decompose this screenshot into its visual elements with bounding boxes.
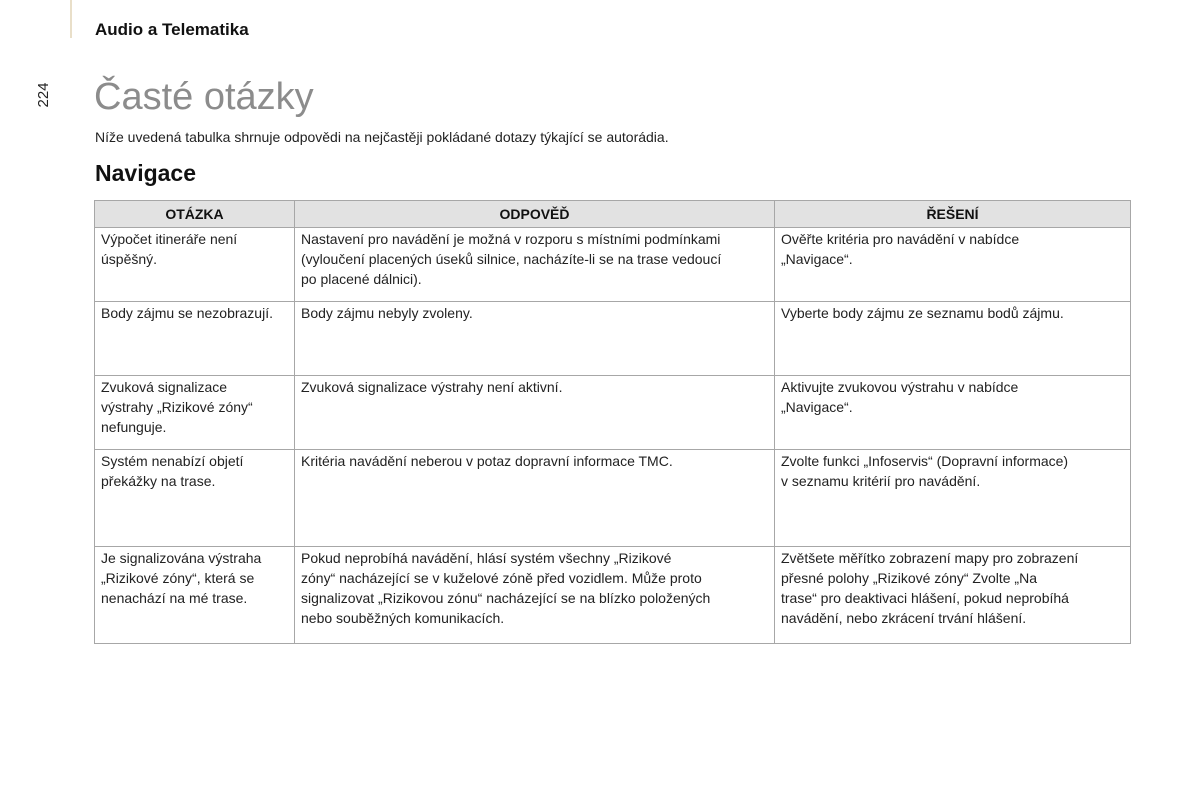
question-cell [95,376,295,450]
table-row [95,450,1131,547]
question-text: Je signalizována výstraha „Rizikové zóny“, která se nenachází na mé trase. [101,550,262,606]
answer-cell [295,228,775,302]
answer-cell [295,302,775,376]
page-number: 224 [34,82,52,108]
answer-text: Zvuková signalizace výstrahy není aktivní. [301,379,563,395]
faq-table [94,200,1131,644]
answer-text: Pokud neprobíhá navádění, hlásí systém všechny „Rizikové zóny“ nacházející se v kuželové zóně před vozidlem. Může proto signalizovat „Rizikovou zónu“ nacházející se na blízko položených nebo souběžných komunikacích. [301,550,711,626]
section-header: Audio a Telematika [95,20,249,39]
solution-cell [775,450,1131,547]
answer-cell [295,547,775,644]
solution-cell [775,302,1131,376]
solution-text: Zvětšete měřítko zobrazení mapy pro zobrazení přesné polohy „Rizikové zóny“ Zvolte „Na trase“ pro deaktivaci hlášení, pokud neprobíhá navádění, nebo zkrácení trvání hlášení. [781,550,1079,626]
column-header-solution: ŘEŠENÍ [775,201,1131,228]
table-row [95,228,1131,302]
answer-cell [295,450,775,547]
solution-cell [775,547,1131,644]
answer-text: Kritéria navádění neberou v potaz dopravní informace TMC. [301,453,673,469]
question-text: Systém nenabízí objetí překážky na trase. [101,453,244,489]
solution-cell [775,376,1131,450]
solution-cell [775,228,1131,302]
column-header-answer: ODPOVĚĎ [295,201,775,228]
question-text: Body zájmu se nezobrazují. [101,305,273,321]
question-text: Výpočet itineráře není úspěšný. [101,231,238,267]
table-header-row [95,201,1131,228]
answer-text: Nastavení pro navádění je možná v rozporu s místními podmínkami (vyloučení placených úseků silnice, nacházíte-li se na trase vedoucí po placené dálnici). [301,231,722,287]
question-cell [95,450,295,547]
solution-text: Ověřte kritéria pro navádění v nabídce „Navigace“. [781,231,1020,267]
question-text: Zvuková signalizace výstrahy „Rizikové zóny“ nefunguje. [101,379,253,435]
page-title: Časté otázky [94,76,314,118]
intro-text: Níže uvedená tabulka shrnuje odpovědi na nejčastěji pokládané dotazy týkající se autorádia. [95,129,669,145]
header-accent-line [70,0,72,38]
answer-text: Body zájmu nebyly zvoleny. [301,305,473,321]
section-subheading: Navigace [95,160,197,186]
question-cell [95,228,295,302]
table-row [95,547,1131,644]
table-row [95,376,1131,450]
solution-text: Zvolte funkci „Infoservis“ (Dopravní informace) v seznamu kritérií pro navádění. [781,453,1069,489]
answer-cell [295,376,775,450]
table-row [95,302,1131,376]
solution-text: Aktivujte zvukovou výstrahu v nabídce „Navigace“. [781,379,1019,415]
question-cell [95,302,295,376]
column-header-question: OTÁZKA [95,201,295,228]
question-cell [95,547,295,644]
solution-text: Vyberte body zájmu ze seznamu bodů zájmu. [781,305,1064,321]
